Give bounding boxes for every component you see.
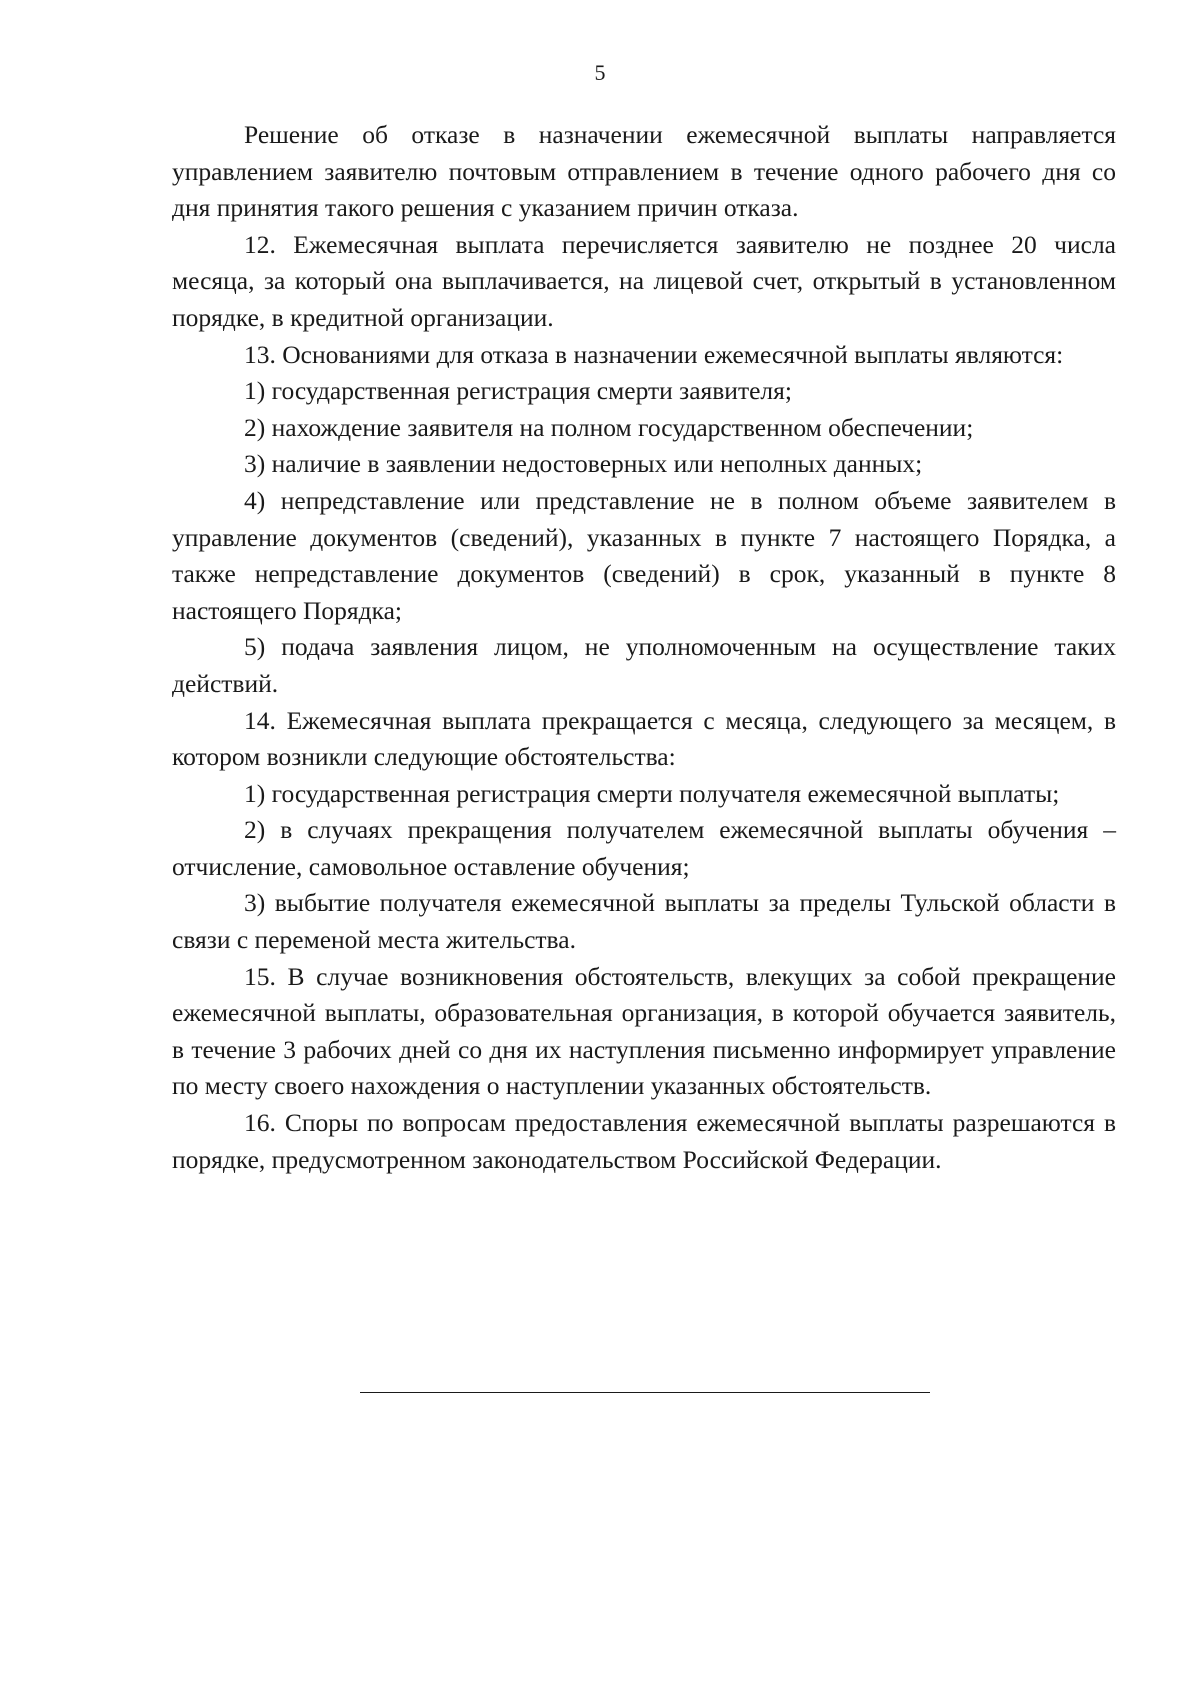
paragraph-14-item-1: 1) государственная регистрация смерти получателя ежемесячной выплаты; bbox=[244, 778, 1060, 808]
end-of-document-rule bbox=[360, 1392, 930, 1393]
document-body bbox=[172, 117, 1116, 1178]
paragraph-13-item-3: 3) наличие в заявлении недостоверных или неполных данных; bbox=[244, 449, 923, 479]
paragraph-refusal-notice: Решение об отказе в назначении ежемесячной выплаты направляется управлением заявителю почтовым отправлением в течение одного рабочего дня со дня принятия такого решения с указанием причин отказа. bbox=[172, 120, 1116, 223]
page-number: 5 bbox=[594, 60, 606, 85]
paragraph-16: 16. Споры по вопросам предоставления ежемесячной выплаты разрешаются в порядке, предусмотренном законодательством Российской Федерации. bbox=[172, 1108, 1116, 1174]
paragraph-13-item-5: 5) подача заявления лицом, не уполномоченным на осуществление таких действий. bbox=[172, 632, 1116, 698]
paragraph-13-item-4: 4) непредставление или представление не в полном объеме заявителем в управление документов (сведений), указанных в пункте 7 настоящего Порядка, а также непредставление документов (сведений) в срок, указанный в пункте 8 настоящего Порядка; bbox=[172, 485, 1116, 625]
paragraph-12: 12. Ежемесячная выплата перечисляется заявителю не позднее 20 числа месяца, за который она выплачивается, на лицевой счет, открытый в установленном порядке, в кредитной организации. bbox=[172, 229, 1116, 332]
paragraph-15: 15. В случае возникновения обстоятельств, влекущих за собой прекращение ежемесячной выплаты, образовательная организация, в которой обучается заявитель, в течение 3 рабочих дней со дня их наступления письменно информирует управление по месту своего нахождения о наступлении указанных обстоятельств. bbox=[172, 961, 1116, 1101]
paragraph-13-item-1: 1) государственная регистрация смерти заявителя; bbox=[244, 376, 792, 406]
paragraph-13-item-2: 2) нахождение заявителя на полном государственном обеспечении; bbox=[244, 412, 974, 442]
paragraph-14: 14. Ежемесячная выплата прекращается с месяца, следующего за месяцем, в котором возникли следующие обстоятельства: bbox=[172, 705, 1116, 772]
paragraph-14-item-2: 2) в случаях прекращения получателем ежемесячной выплаты обучения – отчисление, самовольное оставление обучения; bbox=[172, 815, 1116, 881]
paragraph-13: 13. Основаниями для отказа в назначении ежемесячной выплаты являются: bbox=[244, 339, 1064, 369]
paragraph-14-item-3: 3) выбытие получателя ежемесячной выплаты за пределы Тульской области в связи с переменой места жительства. bbox=[172, 888, 1116, 955]
